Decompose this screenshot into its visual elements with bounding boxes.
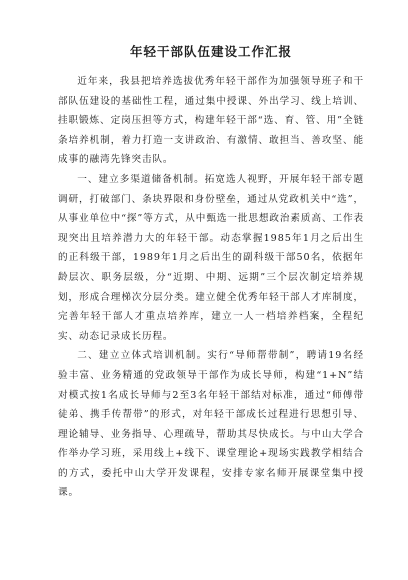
section-one-paragraph: 一、建立多渠道储备机制。拓宽选人视野，开展年轻干部专题调研，打破部门、条块界限和身份壁垒，通过从党政机关中“选”，从事业单位中“探”等方式，从中甄选一批思想政治素质高、工作表现突出且培养潜力大的年轻干部。动态掌握1985年1月之后出生的正科级干部，1989年1月之后出生的副科级干部50名，依据年龄层次、职务层级，分“近期、中期、远期”三个层次制定培养规划，形成合理梯次分层分类。建立健全优秀年轻干部人才库制度，完善年轻干部人才重点培养库，建立一人一档培养档案，全程纪实、动态记录成长历程。 [58,173,364,342]
section-two-paragraph: 二、建立立体式培训机制。实行“导师帮带制”，聘请19名经验丰富、业务精通的党政领导干部作为成长导师，构建“1+N”结对模式按1名成长导师与2至3名年轻干部结对标准，通过“师傅带徒弟、携手传帮带”的形式，对年轻干部成长过程进行思想引导、理论辅导、业务指导、心理疏导，帮助其尽快成长。与中山大学合作举办学习班，采用线上+线下、课堂理论+现场实践教学相结合的方式，委托中山大学开发课程，安排专家名师开展课堂集中授课。 [58,350,364,499]
intro-paragraph: 近年来，我县把培养选拔优秀年轻干部作为加强领导班子和干部队伍建设的基础性工程，通过集中授课、外出学习、线上培训、挂职锻炼、定岗压担等方式，构建年轻干部“选、育、管、用”全链条培养机制，着力打造一支讲政治、有激情、敢担当、善攻坚、能成事的融湾先锋突击队。 [58,76,364,166]
document-title: 年轻干部队伍建设工作汇报 [129,44,292,59]
